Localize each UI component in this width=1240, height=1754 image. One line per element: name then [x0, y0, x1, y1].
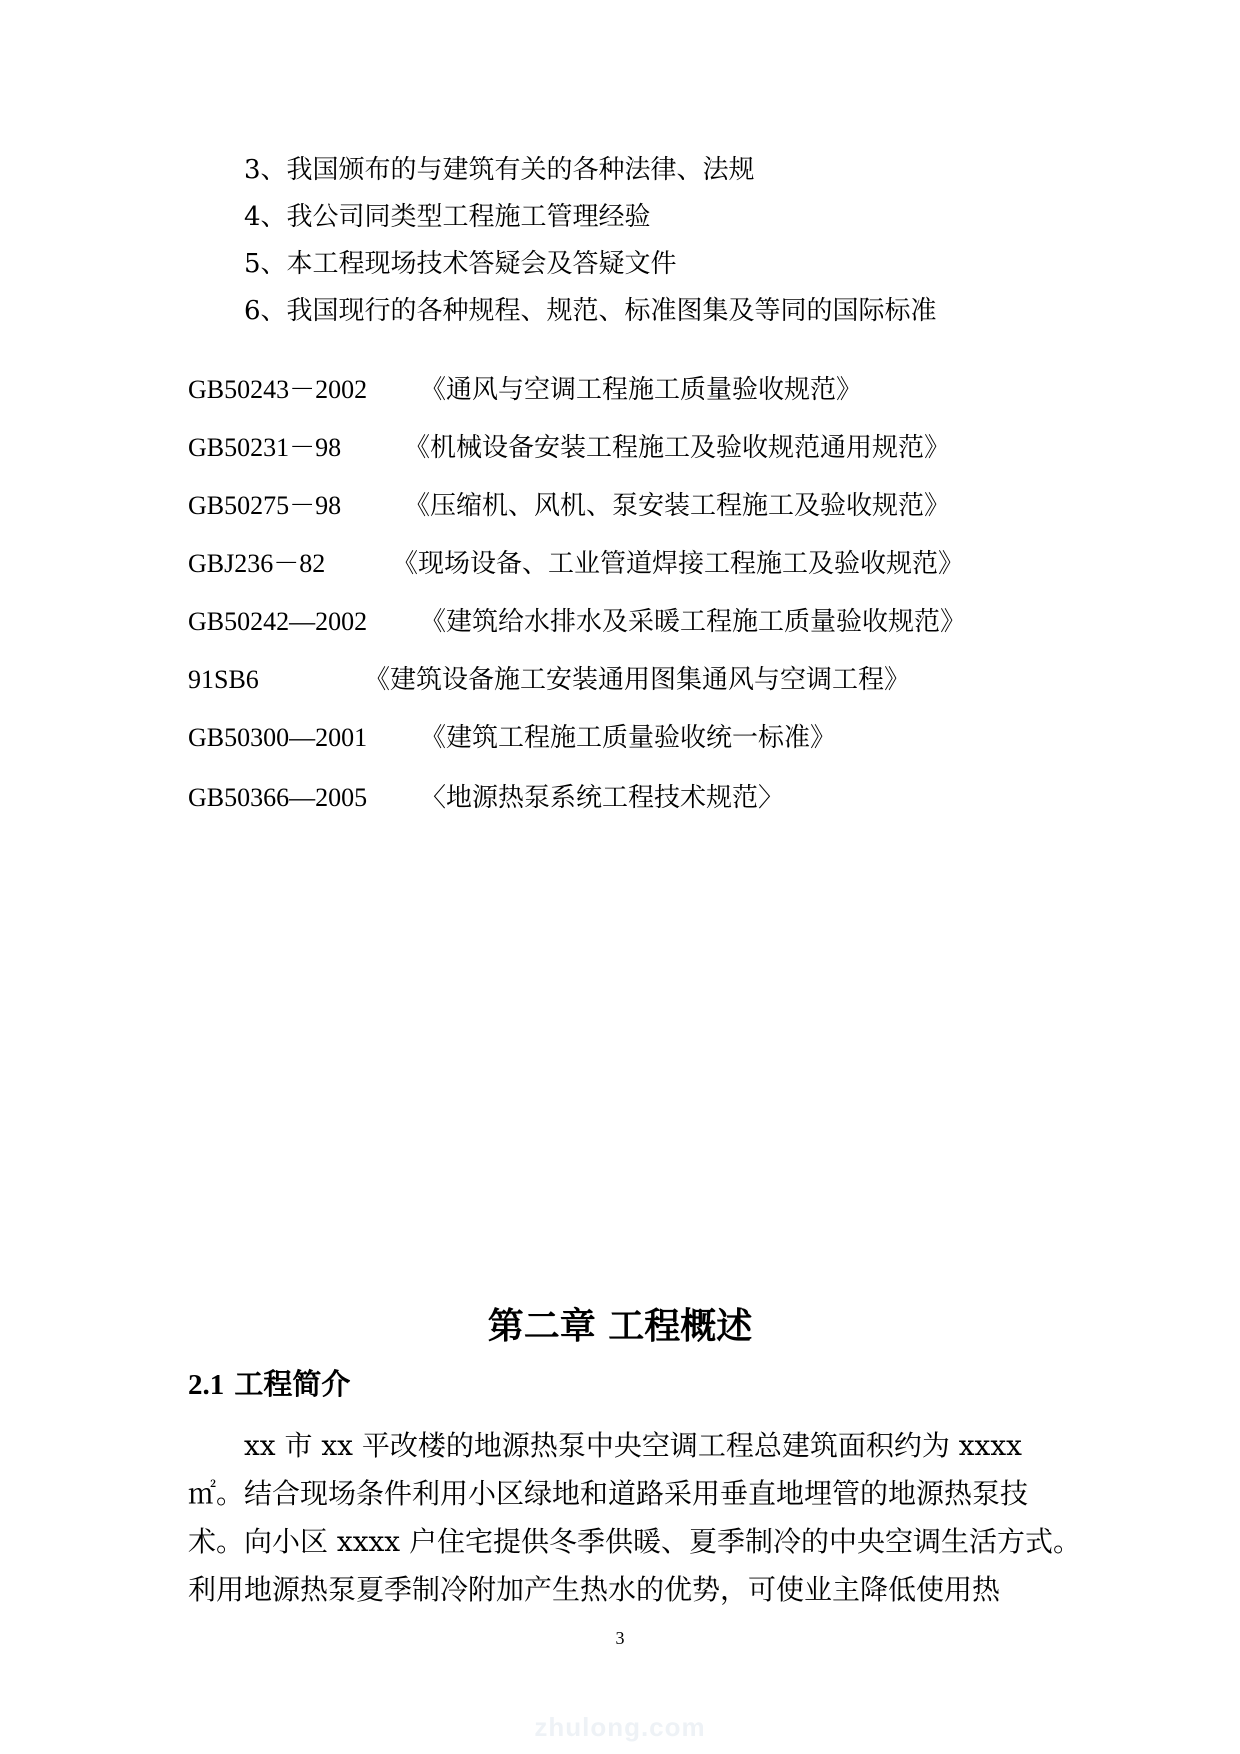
chapter-title: 第二章 工程概述 — [487, 1306, 753, 1347]
standard-title: 《通风与空调工程施工质量验收规范》 — [420, 375, 863, 405]
standard-code: GB50275－98 — [188, 491, 342, 520]
paragraph-line: 利用地源热泵夏季制冷附加产生热水的优势，可使业主降低使用热 — [188, 1573, 1001, 1606]
standard-title: 〈地源热泵系统工程技术规范〉 — [420, 783, 785, 813]
standard-title: 《建筑设备施工安装通用图集通风与空调工程》 — [364, 665, 911, 695]
paragraph-line: xx 市 xx 平改楼的地源热泵中央空调工程总建筑面积约为 xxxx — [244, 1429, 1022, 1462]
section-number: 2.1 — [188, 1369, 225, 1401]
list-item-3: 3、我国颁布的与建筑有关的各种法律、法规 — [244, 155, 755, 185]
standard-code: GB50243－2002 — [188, 375, 368, 404]
standard-title: 《建筑工程施工质量验收统一标准》 — [420, 723, 837, 753]
standard-code: GB50366—2005 — [188, 783, 368, 812]
standard-title: 《现场设备、工业管道焊接工程施工及验收规范》 — [392, 549, 965, 579]
page-number: 3 — [615, 1628, 625, 1648]
section-title: 工程简介 — [234, 1367, 351, 1401]
standard-title: 《建筑给水排水及采暖工程施工质量验收规范》 — [420, 607, 967, 637]
paragraph-line: ㎡。结合现场条件利用小区绿地和道路采用垂直地埋管的地源热泵技 — [188, 1477, 1029, 1510]
section-heading — [188, 1364, 350, 1405]
standard-code: 91SB6 — [188, 665, 259, 694]
paragraph-line: 术。向小区 xxxx 户住宅提供冬季供暖、夏季制冷的中央空调生活方式。 — [188, 1525, 1081, 1558]
watermark: zhulong.com — [534, 1712, 706, 1742]
standard-title: 《压缩机、风机、泵安装工程施工及验收规范》 — [404, 491, 951, 521]
standard-code: GBJ236－82 — [188, 549, 326, 578]
list-item-5: 5、本工程现场技术答疑会及答疑文件 — [244, 249, 677, 279]
standard-code: GB50242—2002 — [188, 607, 368, 636]
standard-code: GB50300—2001 — [188, 723, 368, 752]
standard-title: 《机械设备安装工程施工及验收规范通用规范》 — [404, 433, 951, 463]
list-item-6: 6、我国现行的各种规程、规范、标准图集及等同的国际标准 — [244, 296, 937, 326]
standard-code: GB50231－98 — [188, 433, 342, 462]
list-item-4: 4、我公司同类型工程施工管理经验 — [244, 202, 651, 232]
